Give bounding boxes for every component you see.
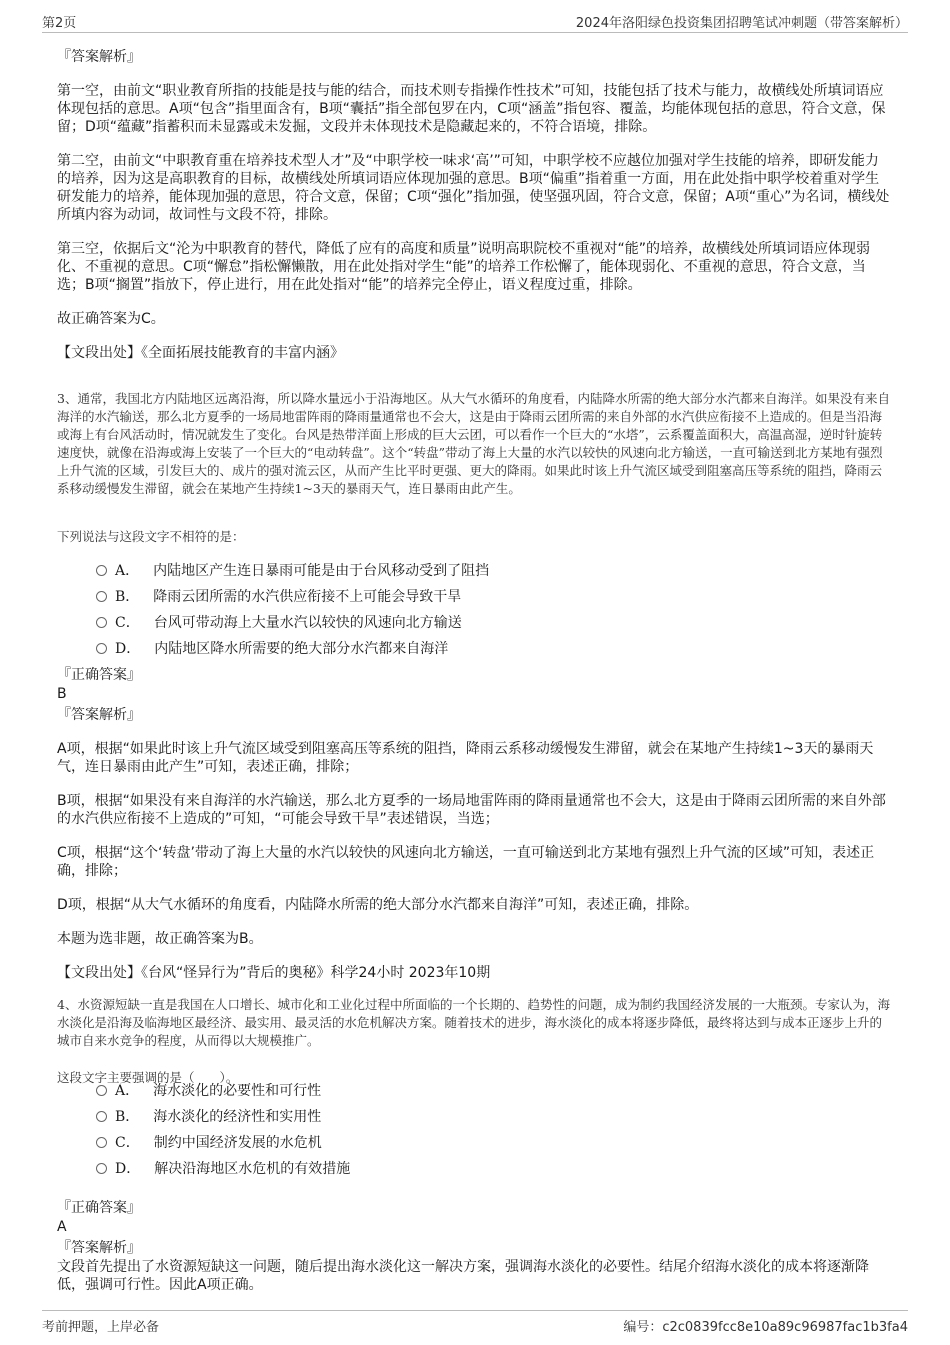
page-footer [42,1310,908,1337]
document-title: 2024年洛阳绿色投资集团招聘笔试冲刺题（带答案解析） [575,16,908,31]
question-3-passage: 3、通常，我国北方内陆地区远离沿海，所以降水量远小于沿海地区。从大气水循环的角度看，内陆降水所需的绝大部分水汽都来自海洋。如果没有来自海洋的水汽输送，那么北方夏季的一场局地雷阵雨的降雨量通常也不会大，这是由于降雨云团所需的来自外部的水汽供应衔接不上造成的。但是当沿海或海上有台风活动时，情况就发生了变化。台风是热带洋面上形成的巨大云团，可以看作一个巨大的“水塔”，云系覆盖面积大，高温高湿，逆时针旋转速度快，就像在沿海或海上安装了一个巨大的“电动转盘”。这个“转盘”带动了海上大量的水汽以较快的风速向北方输送，一直可输送到北方某地有强烈上升气流的区域，引发巨大的、成片的强对流云区，从而产生比平时更强、更大的降雨。如果此时该上升气流区域受到阻塞高压等系统的阻挡，降雨云系移动缓慢发生滞留，就会在某地产生持续1~3天的暴雨天气，连日暴雨由此产生。 [57,391,890,496]
footer-slogan: 考前押题，上岸必备 [42,1320,160,1335]
analysis-d: D项，根据“从大气水循环的角度看，内陆降水所需的绝大部分水汽都来自海洋”可知，表述正确，排除。 [57,897,699,913]
radio-icon[interactable] [96,1111,107,1122]
analysis-q4: 文段首先提出了水资源短缺这一问题，随后提出海水淡化这一解决方案，强调海水淡化的必要性。结尾介绍海水淡化的成本将逐渐降低，强调可行性。因此A项正确。 [57,1259,869,1293]
analysis-label-q3: 『答案解析』 [57,707,141,723]
option-a[interactable]: A． 海水淡化的必要性和可行性 [96,1080,321,1102]
serial-number [623,1316,908,1335]
option-c[interactable]: C． 台风可带动海上大量水汽以较快的风速向北方输送 [96,612,462,634]
page-header [42,10,908,33]
analysis-paragraph-3: 第三空，依据后文“沦为中职教育的替代，降低了应有的高度和质量”说明高职院校不重视对“能”的培养，故横线处所填词语应体现弱化、不重视的意思。C项“懈怠”指松懈懒散，用在此处指对学生“能”的培养工作松懈了，能体现弱化、不重视的意思，符合文意，当选；B项“搁置”指放下，停止进行，用在此处指对“能”的培养完全停止，语义程度过重，排除。 [57,241,871,293]
conclusion-q3: 本题为选非题，故正确答案为B。 [57,931,263,947]
radio-icon[interactable] [96,617,107,628]
answer-label-q4: 『正确答案』 [57,1200,141,1216]
source-citation-q3: 【文段出处】《台风“怪异行为”背后的奥秘》科学24小时 2023年10期 [57,965,491,981]
answer-label-q3: 『正确答案』 [57,667,141,683]
serial-label: 编号： [623,1320,663,1335]
analysis-label-q4: 『答案解析』 [57,1240,141,1256]
analysis-conclusion: 故正确答案为C。 [57,311,165,327]
question-4-passage: 4、水资源短缺一直是我国在人口增长、城市化和工业化过程中所面临的一个长期的、趋势性的问题，成为制约我国经济发展的一大瓶颈。专家认为，海水淡化是沿海及临海地区最经济、最实用、最灵活的水危机解决方案。随着技术的进步，海水淡化的成本将逐步降低，最终将达到与成本正逐步上升的城市自来水竞争的程度，从而得以大规模推广。 [57,997,890,1048]
analysis-paragraph-1: 第一空，由前文“职业教育所指的技能是技与能的结合，而技术则专指操作性技术”可知，技能包括了技术与能力，故横线处所填词语应体现包括的意思。A项“包含”指里面含有，B项“囊括”指全部包罗在内，C项“涵盖”指包容、覆盖，均能体现包括的意思，符合文意，保留；D项“蕴藏”指蓄积而未显露或未发掘，文段并未体现技术是隐藏起来的，不符合语境，排除。 [57,83,886,135]
analysis-a: A项，根据“如果此时该上升气流区域受到阻塞高压等系统的阻挡，降雨云系移动缓慢发生滞留，就会在某地产生持续1~3天的暴雨天气，连日暴雨由此产生”可知，表述正确，排除； [57,741,874,775]
radio-icon[interactable] [96,643,107,654]
radio-icon[interactable] [96,1163,107,1174]
option-c[interactable]: C． 制约中国经济发展的水危机 [96,1132,322,1154]
question-4-stem: 这段文字主要强调的是（ ）。 [57,1070,239,1085]
option-b[interactable]: B． 降雨云团所需的水汽供应衔接不上可能会导致干旱 [96,586,461,608]
page-number: 第2页 [42,16,77,31]
option-d[interactable]: D． 解决沿海地区水危机的有效措施 [96,1158,350,1180]
option-b[interactable]: B． 海水淡化的经济性和实用性 [96,1106,321,1128]
radio-icon[interactable] [96,1085,107,1096]
serial-value: c2c0839fcc8e10a89c96987fac1b3fa4 [662,1320,908,1335]
answer-value-q3: B [57,686,67,702]
analysis-c: C项，根据“这个‘转盘’带动了海上大量的水汽以较快的风速向北方输送，一直可输送到北方某地有强烈上升气流的区域”可知，表述正确，排除； [57,845,875,879]
radio-icon[interactable] [96,565,107,576]
source-citation-q2: 【文段出处】《全面拓展技能教育的丰富内涵》 [57,345,344,361]
radio-icon[interactable] [96,591,107,602]
analysis-paragraph-2: 第二空，由前文“中职教育重在培养技术型人才”及“中职学校一味求‘高’”可知，中职学校不应越位加强对学生技能的培养，即研发能力的培养，因为这是高职教育的目标，故横线处所填词语应体现加强的意思。B项“偏重”指着重一方面，用在此处指中职学校着重对学生研发能力的培养，能体现加强的意思，符合文意，保留；C项“强化”指加强，使坚强巩固，符合文意，保留；A项“重心”为名词，横线处所填内容为动词，故词性与文段不符，排除。 [57,153,890,223]
answer-value-q4: A [57,1219,67,1235]
option-a[interactable]: A． 内陆地区产生连日暴雨可能是由于台风移动受到了阻挡 [96,560,489,582]
question-3-stem: 下列说法与这段文字不相符的是： [57,529,245,544]
analysis-b: B项，根据“如果没有来自海洋的水汽输送，那么北方夏季的一场局地雷阵雨的降雨量通常也不会大，这是由于降雨云团所需的来自外部的水汽供应衔接不上造成的”可知，“可能会导致干旱”表述错误，当选； [57,793,886,827]
option-d[interactable]: D． 内陆地区降水所需要的绝大部分水汽都来自海洋 [96,638,448,660]
radio-icon[interactable] [96,1137,107,1148]
analysis-label-q2: 『答案解析』 [57,49,141,65]
